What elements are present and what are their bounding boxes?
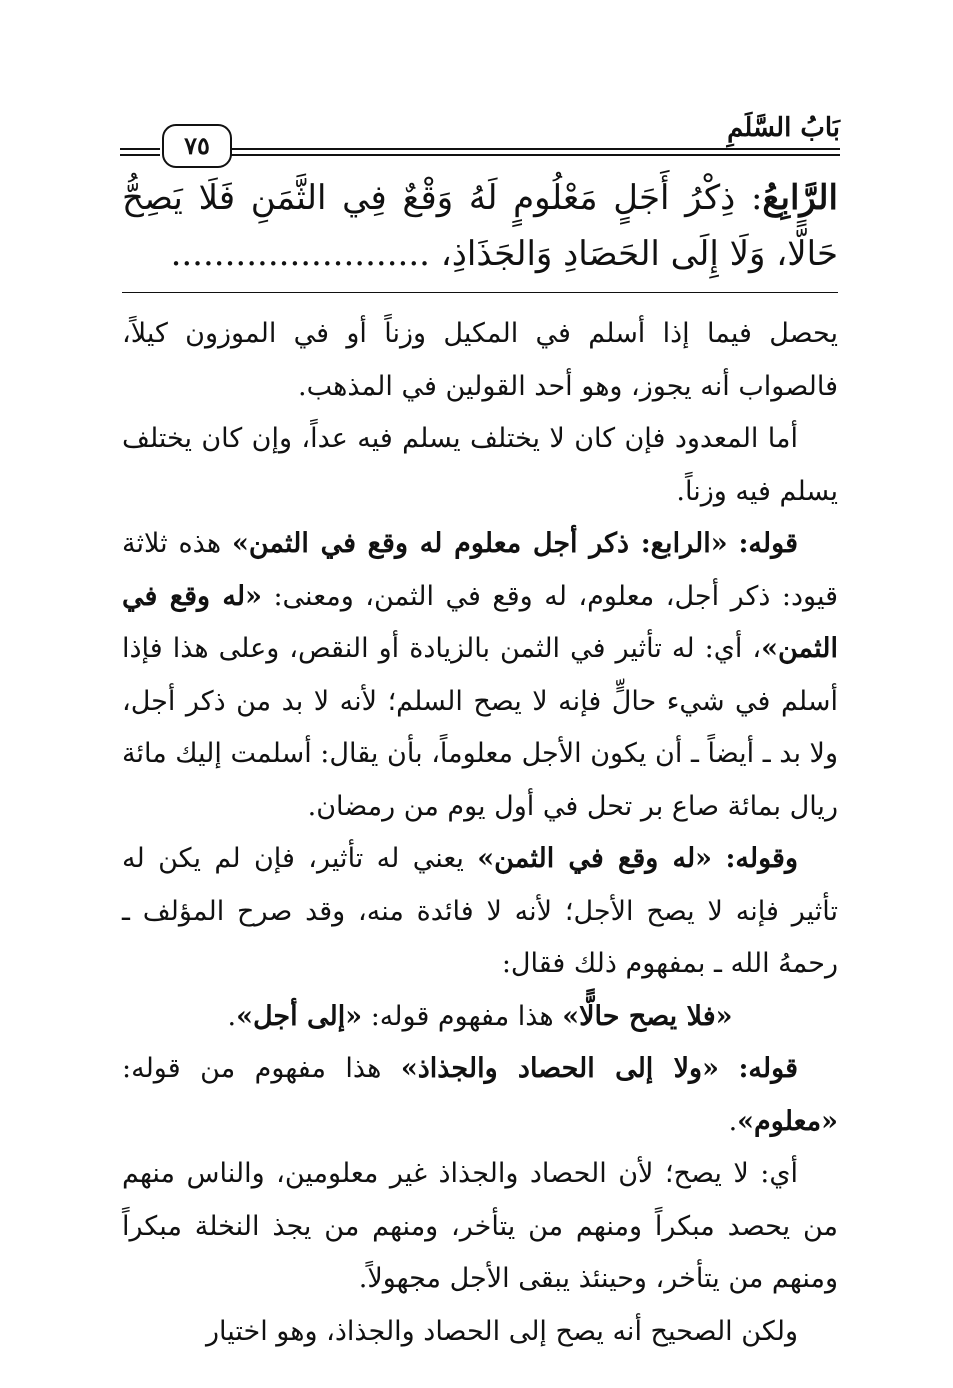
text-run: يعني له تأثير، فإن لم يكن له تأثير فإنه لا يصح الأجل؛ لأنه لا فائدة منه، وقد صرح المؤلف ـ رحمهُ الله ـ بمفهوم ذلك فقال: bbox=[122, 843, 838, 979]
text-run: . bbox=[728, 1105, 738, 1137]
header-rule bbox=[230, 148, 840, 150]
quote: «إلى أجل» bbox=[236, 1000, 363, 1032]
quote-label: وقوله: bbox=[725, 843, 798, 874]
text-run: هذا مفهوم قوله: bbox=[362, 1000, 563, 1032]
header-rule bbox=[120, 154, 160, 156]
quote: «له وقع في الثمن» bbox=[477, 843, 713, 874]
matn-body: : ذِكْرُ أَجَلٍ مَعْلُومٍ لَهُ وَقْعٌ فِي الثَّمَنِ فَلَا يَصِحُّ حَالًّا، وَلَا إِلَى الحَصَادِ وَالجَذَاذِ، ........................ bbox=[122, 178, 838, 274]
paragraph: أي: لا يصح؛ لأن الحصاد والجذاذ غير معلومين، والناس منهم من يحصد مبكراً ومنهم من يتأخر، ومنهم من يجذ النخلة مبكراً ومنهم من يتأخر، وحينئذ يبقى الأجل مجهولاً. bbox=[122, 1158, 838, 1294]
paragraph: ولكن الصحيح أنه يصح إلى الحصاد والجذاذ، وهو اختيار bbox=[205, 1315, 798, 1347]
page-header bbox=[120, 112, 840, 162]
quote-label: قوله: bbox=[738, 1053, 798, 1084]
quote-label: قوله: bbox=[738, 528, 798, 559]
page-number: ٧٥ bbox=[162, 124, 232, 168]
text-run: ، أي: له تأثير في الثمن بالزيادة أو النقص، وعلى هذا فإذا أسلم في شيء حالٍّ فإنه لا يصح السلم؛ لأنه لا بد من ذكر أجل، ولا بد ـ أيضاً ـ أن يكون الأجل معلوماً، بأن يقال: أسلمت إليك مائة ريال بمائة صاع بر تحل في أول يوم من رمضان. bbox=[122, 633, 838, 822]
matn-text bbox=[122, 170, 838, 282]
quote: «معلوم» bbox=[737, 1105, 838, 1137]
text-run: هذا مفهوم من قوله: bbox=[122, 1053, 401, 1084]
header-rule bbox=[120, 148, 160, 150]
quote: «ولا إلى الحصاد والجذاذ» bbox=[400, 1053, 719, 1084]
header-rule bbox=[230, 154, 840, 156]
paragraph bbox=[122, 518, 838, 833]
quote: «فلا يصح حالًّا» bbox=[562, 1000, 733, 1032]
paragraph bbox=[122, 1043, 838, 1148]
paragraph bbox=[122, 991, 838, 1044]
commentary bbox=[122, 308, 838, 1358]
chapter-title: بَابُ السَّلَمِ bbox=[727, 113, 840, 143]
matn-label: الرَّابِعُ bbox=[762, 178, 838, 218]
paragraph bbox=[122, 833, 838, 991]
paragraph: يحصل فيما إذا أسلم في المكيل وزناً أو في الموزون كيلاً، فالصواب أنه يجوز، وهو أحد القولين في المذهب. bbox=[122, 318, 838, 402]
matn-separator bbox=[122, 292, 838, 293]
text-run: . bbox=[227, 1000, 237, 1032]
quote: «الرابع: ذكر أجل معلوم له وقع في الثمن» bbox=[231, 528, 728, 559]
paragraph: أما المعدود فإن كان لا يختلف يسلم فيه عداً، وإن كان يختلف يسلم فيه وزناً. bbox=[122, 423, 838, 507]
quote: «له وقع في الثمن» bbox=[122, 580, 838, 664]
text-run: هذه ثلاثة قيود: ذكر أجل، معلوم، له وقع في الثمن، ومعنى: bbox=[122, 528, 838, 612]
